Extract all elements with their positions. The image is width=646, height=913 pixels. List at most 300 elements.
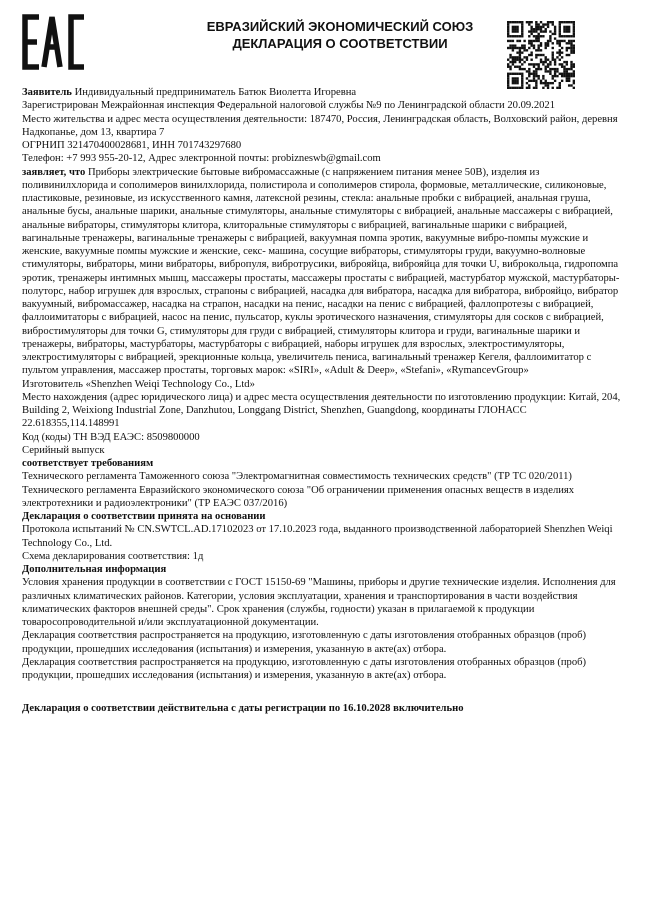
- qr-module: [528, 73, 530, 75]
- qr-module: [537, 35, 539, 37]
- qr-module: [542, 82, 544, 84]
- qr-module: [530, 54, 532, 56]
- qr-module: [556, 70, 558, 72]
- qr-module: [542, 75, 544, 77]
- qr-module: [533, 77, 535, 79]
- qr-module: [568, 80, 570, 82]
- qr-module: [519, 59, 521, 61]
- qr-module: [554, 37, 556, 39]
- qr-module: [559, 63, 561, 65]
- qr-module: [514, 35, 516, 37]
- qr-module: [559, 35, 561, 37]
- qr-module: [540, 59, 542, 61]
- qr-module: [556, 51, 558, 53]
- qr-module: [552, 75, 554, 77]
- qr-module: [556, 68, 558, 70]
- scope-statement-1: Декларация соответствия распространяется на продукцию, изготовленную с даты изготовления отобранных образцов (проб) продукции, прошедших исследования (испытания) и измерения, указанную в акте(ах) отбора.: [22, 630, 587, 655]
- qr-module: [526, 49, 528, 51]
- qr-module: [573, 30, 575, 32]
- qr-module: [563, 75, 565, 77]
- qr-module: [566, 42, 568, 44]
- qr-module: [552, 77, 554, 79]
- qr-module: [516, 73, 518, 75]
- qr-module: [563, 26, 565, 28]
- qr-module: [512, 80, 514, 82]
- qr-module: [554, 63, 556, 65]
- qr-module: [530, 59, 532, 61]
- qr-module: [526, 21, 528, 23]
- qr-module: [514, 47, 516, 49]
- qr-module: [545, 70, 547, 72]
- qr-module: [516, 47, 518, 49]
- qr-module: [535, 21, 537, 23]
- qr-module: [521, 75, 523, 77]
- qr-module: [563, 30, 565, 32]
- qr-module: [509, 47, 511, 49]
- qr-module: [533, 75, 535, 77]
- qr-module: [509, 61, 511, 63]
- manufacturer-name: Изготовитель «Shenzhen Weiqi Technology Co., Ltd»: [22, 378, 255, 390]
- qr-module: [516, 51, 518, 53]
- qr-module: [528, 63, 530, 65]
- qr-module: [526, 59, 528, 61]
- qr-module: [540, 28, 542, 30]
- qr-module: [528, 35, 530, 37]
- qr-module: [547, 66, 549, 68]
- qr-module: [512, 73, 514, 75]
- qr-module: [568, 75, 570, 77]
- qr-module: [523, 61, 525, 63]
- qr-module: [561, 21, 563, 23]
- qr-module: [519, 49, 521, 51]
- qr-module: [507, 33, 509, 35]
- qr-module: [521, 33, 523, 35]
- qr-module: [568, 35, 570, 37]
- qr-module: [509, 56, 511, 58]
- qr-module: [554, 75, 556, 77]
- qr-module: [507, 59, 509, 61]
- qr-module: [573, 35, 575, 37]
- qr-module: [559, 54, 561, 56]
- qr-module: [559, 51, 561, 53]
- qr-module: [573, 80, 575, 82]
- qr-module: [566, 80, 568, 82]
- declaration-body: [22, 86, 622, 716]
- qr-module: [559, 23, 561, 25]
- qr-module: [545, 66, 547, 68]
- qr-module: [537, 26, 539, 28]
- qr-module: [507, 82, 509, 84]
- qr-module: [530, 26, 532, 28]
- qr-module: [519, 56, 521, 58]
- qr-module: [566, 21, 568, 23]
- qr-module: [537, 23, 539, 25]
- qr-module: [547, 23, 549, 25]
- qr-module: [507, 26, 509, 28]
- qr-module: [545, 28, 547, 30]
- qr-module: [573, 26, 575, 28]
- qr-module: [540, 44, 542, 46]
- qr-module: [533, 47, 535, 49]
- qr-module: [549, 30, 551, 32]
- qr-module: [554, 26, 556, 28]
- qr-module: [556, 40, 558, 42]
- qr-module: [535, 28, 537, 30]
- qr-module: [561, 63, 563, 65]
- qr-module: [552, 59, 554, 61]
- qr-module: [568, 26, 570, 28]
- qr-module: [549, 21, 551, 23]
- qr-module: [521, 26, 523, 28]
- qr-module: [535, 37, 537, 39]
- qr-module: [570, 73, 572, 75]
- qr-module: [519, 66, 521, 68]
- qr-module: [535, 26, 537, 28]
- qr-module: [514, 77, 516, 79]
- qr-module: [563, 40, 565, 42]
- qr-module: [512, 40, 514, 42]
- product-description: [22, 166, 622, 378]
- qr-module: [573, 73, 575, 75]
- applicant-registration: Зарегистрирован Межрайонная инспекция Федеральной налоговой службы №9 по Ленинградской области 20.09.2021: [22, 100, 556, 112]
- qr-module: [537, 37, 539, 39]
- qr-module: [559, 28, 561, 30]
- qr-module: [537, 66, 539, 68]
- qr-module: [516, 77, 518, 79]
- qr-module: [568, 73, 570, 75]
- qr-module: [514, 61, 516, 63]
- qr-module: [573, 70, 575, 72]
- qr-module: [526, 77, 528, 79]
- declares-label: заявляет, что: [22, 166, 86, 178]
- qr-module: [568, 30, 570, 32]
- qr-module: [570, 47, 572, 49]
- qr-module: [530, 73, 532, 75]
- qr-module: [573, 51, 575, 53]
- qr-module: [530, 21, 532, 23]
- qr-module: [519, 40, 521, 42]
- qr-module: [521, 28, 523, 30]
- qr-module: [545, 47, 547, 49]
- qr-module: [521, 82, 523, 84]
- qr-module: [512, 21, 514, 23]
- qr-module: [547, 44, 549, 46]
- qr-module: [554, 30, 556, 32]
- qr-module: [566, 73, 568, 75]
- qr-module: [566, 68, 568, 70]
- qr-module: [549, 37, 551, 39]
- qr-module: [528, 42, 530, 44]
- qr-module: [570, 75, 572, 77]
- qr-module: [509, 73, 511, 75]
- qr-module: [570, 40, 572, 42]
- qr-module: [514, 73, 516, 75]
- qr-module: [507, 21, 509, 23]
- requirements-heading: соответствует требованиям: [22, 458, 154, 469]
- qr-module: [573, 49, 575, 51]
- qr-module: [512, 63, 514, 65]
- qr-module: [563, 61, 565, 63]
- qr-module: [554, 33, 556, 35]
- qr-module: [540, 61, 542, 63]
- qr-module: [542, 61, 544, 63]
- qr-module: [521, 80, 523, 82]
- qr-module: [540, 35, 542, 37]
- qr-module: [537, 54, 539, 56]
- qr-module: [554, 73, 556, 75]
- qr-module: [547, 26, 549, 28]
- qr-module: [568, 54, 570, 56]
- qr-module: [535, 40, 537, 42]
- qr-module: [568, 21, 570, 23]
- qr-module: [519, 47, 521, 49]
- qr-module: [512, 26, 514, 28]
- qr-module: [554, 61, 556, 63]
- qr-module: [561, 80, 563, 82]
- qr-module: [545, 42, 547, 44]
- qr-module: [540, 26, 542, 28]
- qr-module: [559, 73, 561, 75]
- declaration-title: ДЕКЛАРАЦИЯ О СООТВЕТСТВИИ: [232, 36, 448, 51]
- qr-module: [509, 44, 511, 46]
- qr-module: [535, 70, 537, 72]
- qr-module: [573, 28, 575, 30]
- qr-module: [552, 51, 554, 53]
- qr-module: [533, 30, 535, 32]
- qr-module: [537, 77, 539, 79]
- qr-module: [507, 75, 509, 77]
- qr-module: [514, 28, 516, 30]
- qr-module: [542, 54, 544, 56]
- qr-module: [516, 59, 518, 61]
- scope-statement-2: Декларация соответствия распространяется на продукцию, изготовленную с даты изготовления отобранных образцов (проб) продукции, прошедших исследования (испытания) и измерения, указанную в акте(ах) отбора.: [22, 656, 587, 681]
- qr-module: [545, 80, 547, 82]
- qr-module: [542, 63, 544, 65]
- qr-module: [552, 42, 554, 44]
- qr-module: [530, 28, 532, 30]
- qr-module: [519, 21, 521, 23]
- qr-module: [552, 82, 554, 84]
- qr-module: [507, 35, 509, 37]
- qr-module: [563, 28, 565, 30]
- applicant-ogrn: ОГРНИП 321470400028681, ИНН 701743297680: [22, 140, 242, 151]
- storage-conditions: Условия хранения продукции в соответствии с ГОСТ 15150-69 "Машины, приборы и другие технические изделия. Исполнения для различных климатических районов. Категории, условия эксплуатации, хранения и транспортирования в части воздействия климатических факторов внешней среды". Срок хранения (службы, годности) указан в прилагаемой к продукции товаросопроводительной и/или эксплуатационной документации.: [22, 577, 616, 628]
- qr-module: [535, 80, 537, 82]
- qr-module: [540, 82, 542, 84]
- qr-module: [533, 70, 535, 72]
- qr-module: [573, 82, 575, 84]
- qr-module: [537, 33, 539, 35]
- qr-module: [552, 21, 554, 23]
- qr-module: [570, 49, 572, 51]
- qr-module: [570, 61, 572, 63]
- qr-module: [516, 28, 518, 30]
- qr-module: [535, 82, 537, 84]
- qr-code-icon: [507, 21, 575, 89]
- qr-module: [514, 82, 516, 84]
- qr-module: [519, 35, 521, 37]
- qr-module: [570, 21, 572, 23]
- qr-module: [540, 49, 542, 51]
- qr-module: [519, 61, 521, 63]
- qr-module: [537, 63, 539, 65]
- qr-module: [521, 35, 523, 37]
- qr-module: [561, 73, 563, 75]
- qr-module: [563, 70, 565, 72]
- qr-module: [523, 40, 525, 42]
- qr-module: [521, 73, 523, 75]
- qr-module: [559, 30, 561, 32]
- declaration-scheme: Схема декларирования соответствия: 1д: [22, 550, 204, 562]
- qr-module: [573, 47, 575, 49]
- qr-module: [509, 66, 511, 68]
- qr-module: [568, 68, 570, 70]
- qr-module: [526, 82, 528, 84]
- qr-module: [512, 44, 514, 46]
- qr-module: [516, 66, 518, 68]
- qr-module: [554, 80, 556, 82]
- qr-module: [573, 44, 575, 46]
- qr-module: [533, 35, 535, 37]
- qr-module: [540, 54, 542, 56]
- qr-module: [535, 23, 537, 25]
- qr-module: [537, 75, 539, 77]
- qr-module: [552, 56, 554, 58]
- qr-module: [568, 47, 570, 49]
- qr-module: [521, 59, 523, 61]
- qr-module: [559, 33, 561, 35]
- qr-module: [559, 21, 561, 23]
- qr-module: [514, 66, 516, 68]
- qr-module: [523, 68, 525, 70]
- qr-module: [568, 28, 570, 30]
- qr-module: [533, 44, 535, 46]
- qr-module: [535, 73, 537, 75]
- qr-module: [535, 56, 537, 58]
- qr-module: [512, 35, 514, 37]
- qr-module: [512, 47, 514, 49]
- qr-module: [566, 47, 568, 49]
- product-list: Приборы электрические бытовые вибромассажные (с напряжением питания менее 50В), изделия из поливинилхлорида и сополимеров винилхлорида, полистирола и сополимеров стирола, формовые, металлические, силиконовые, пластиковые, резиновые, из искусственного камня, латексной резины, стекла: анальные пробки с вибрацией, анальная груша, анальные бусы, анальные шарики, анальные стимуляторы, анальные стимуляторы с вибрацией, анальные массажеры с вибрацией, анальные вибраторы, стимуляторы клитора, клиторальные стимуляторы с вибрацией, вагинальные шарики с вибрацией, вагинальные тренажеры, вагинальные тренажеры с вибрацией, вакуумная помпа эротик, вакуумные вибро-помпы мужские и женские, вакуумные помпы мужские и женские, секс- машина, сосущие вибраторы, стимуляторы груди, вакуумно-волновые стимуляторы, вибраторы, мини вибраторы, вибропуля, вибротрусики, виброяйца, виброяйца для точки U, виброкольца, гидропомпа эротик, тренажеры интимных мышц, массажеры простаты, массажеры простаты с вибрацией, мастурбатор мужской, мастурбаторы-полуторс, набор игрушек для взрослых, страпоны с вибрацией, насадка для вибратора, насадка для вибратора, виброяйцо, вибратор вакуумный, вибромассажер, насадка на страпон, насадки на пенис, насадки на пенис с вибрацией, фаллопротезы с вибрацией, фаллоимитаторы с вибрацией, насос на пенис, пульсатор, куклы эротического назначения, стимуляторы для сосков с вибрацией, вибростимуляторы для точки G, стимуляторы для груди с вибрацией, стимуляторы клитора и груди, вагинальные шарики и тренажеры, вибраторы, мастурбаторы, мастурбаторы с вибрацией, наборы игрушек для взрослых, электростимуляторы, электростимуляторы с вибрацией, эрекционные кольца, увеличитель пениса, вагинальный тренажер Кегеля, фаллоимитатор с пультом управления, массажер простаты, торговых марок: «SIRI», «Adult & Deep», «Stefani», «RymancevGroup»: [22, 166, 620, 377]
- qr-module: [523, 47, 525, 49]
- qr-module: [549, 73, 551, 75]
- qr-module: [566, 70, 568, 72]
- qr-module: [552, 54, 554, 56]
- qr-module: [542, 30, 544, 32]
- qr-module: [507, 66, 509, 68]
- qr-module: [570, 35, 572, 37]
- qr-module: [573, 63, 575, 65]
- qr-module: [545, 82, 547, 84]
- qr-module: [570, 42, 572, 44]
- qr-module: [509, 35, 511, 37]
- qr-module: [570, 63, 572, 65]
- qr-module: [530, 44, 532, 46]
- qr-module: [545, 61, 547, 63]
- qr-module: [547, 21, 549, 23]
- qr-module: [535, 30, 537, 32]
- qr-module: [542, 23, 544, 25]
- qr-module: [530, 51, 532, 53]
- qr-module: [545, 23, 547, 25]
- qr-module: [549, 70, 551, 72]
- applicant-contacts: Телефон: +7 993 955-20-12, Адрес электронной почты: probizneswb@gmail.com: [22, 153, 381, 165]
- qr-module: [566, 75, 568, 77]
- qr-module: [512, 28, 514, 30]
- qr-module: [512, 49, 514, 51]
- qr-module: [535, 75, 537, 77]
- qr-module: [507, 30, 509, 32]
- qr-module: [540, 21, 542, 23]
- qr-module: [533, 28, 535, 30]
- qr-module: [570, 44, 572, 46]
- applicant-name: Индивидуальный предприниматель Батюк Виолетта Игоревна: [74, 87, 357, 98]
- qr-module: [547, 70, 549, 72]
- qr-module: [573, 75, 575, 77]
- qr-module: [533, 80, 535, 82]
- regulation-emc: Технического регламента Таможенного союза "Электромагнитная совместимость технических средств" (ТР ТС 020/2011): [22, 471, 572, 483]
- qr-module: [514, 21, 516, 23]
- qr-module: [519, 68, 521, 70]
- qr-module: [512, 61, 514, 63]
- qr-module: [535, 35, 537, 37]
- qr-module: [533, 66, 535, 68]
- qr-module: [530, 80, 532, 82]
- qr-module: [509, 21, 511, 23]
- test-protocol: Протокола испытаний № CN.SWTCL.AD.17102023 от 17.10.2023 года, выданного производственной лабораторией Shenzhen Weiqi Technology Co., Ltd.: [22, 524, 613, 549]
- qr-module: [573, 66, 575, 68]
- qr-module: [540, 30, 542, 32]
- qr-module: [507, 23, 509, 25]
- qr-module: [521, 63, 523, 65]
- qr-module: [521, 30, 523, 32]
- qr-module: [528, 80, 530, 82]
- qr-module: [533, 63, 535, 65]
- qr-module: [507, 80, 509, 82]
- qr-module: [545, 30, 547, 32]
- qr-module: [507, 73, 509, 75]
- qr-module: [516, 30, 518, 32]
- qr-module: [509, 68, 511, 70]
- qr-module: [559, 42, 561, 44]
- qr-module: [549, 82, 551, 84]
- qr-module: [547, 63, 549, 65]
- qr-module: [559, 59, 561, 61]
- tn-ved-code: Код (коды) ТН ВЭД ЕАЭС: 8509800000: [22, 431, 200, 443]
- qr-module: [554, 68, 556, 70]
- qr-module: [523, 44, 525, 46]
- qr-module: [547, 42, 549, 44]
- qr-module: [549, 63, 551, 65]
- qr-module: [559, 44, 561, 46]
- qr-module: [512, 82, 514, 84]
- qr-module: [540, 80, 542, 82]
- qr-module: [514, 59, 516, 61]
- qr-module: [512, 30, 514, 32]
- qr-module: [530, 30, 532, 32]
- qr-module: [561, 47, 563, 49]
- qr-module: [521, 47, 523, 49]
- qr-module: [507, 47, 509, 49]
- qr-module: [542, 35, 544, 37]
- qr-module: [570, 68, 572, 70]
- qr-module: [561, 35, 563, 37]
- qr-module: [526, 56, 528, 58]
- qr-module: [521, 68, 523, 70]
- qr-module: [537, 68, 539, 70]
- qr-module: [563, 66, 565, 68]
- qr-module: [537, 40, 539, 42]
